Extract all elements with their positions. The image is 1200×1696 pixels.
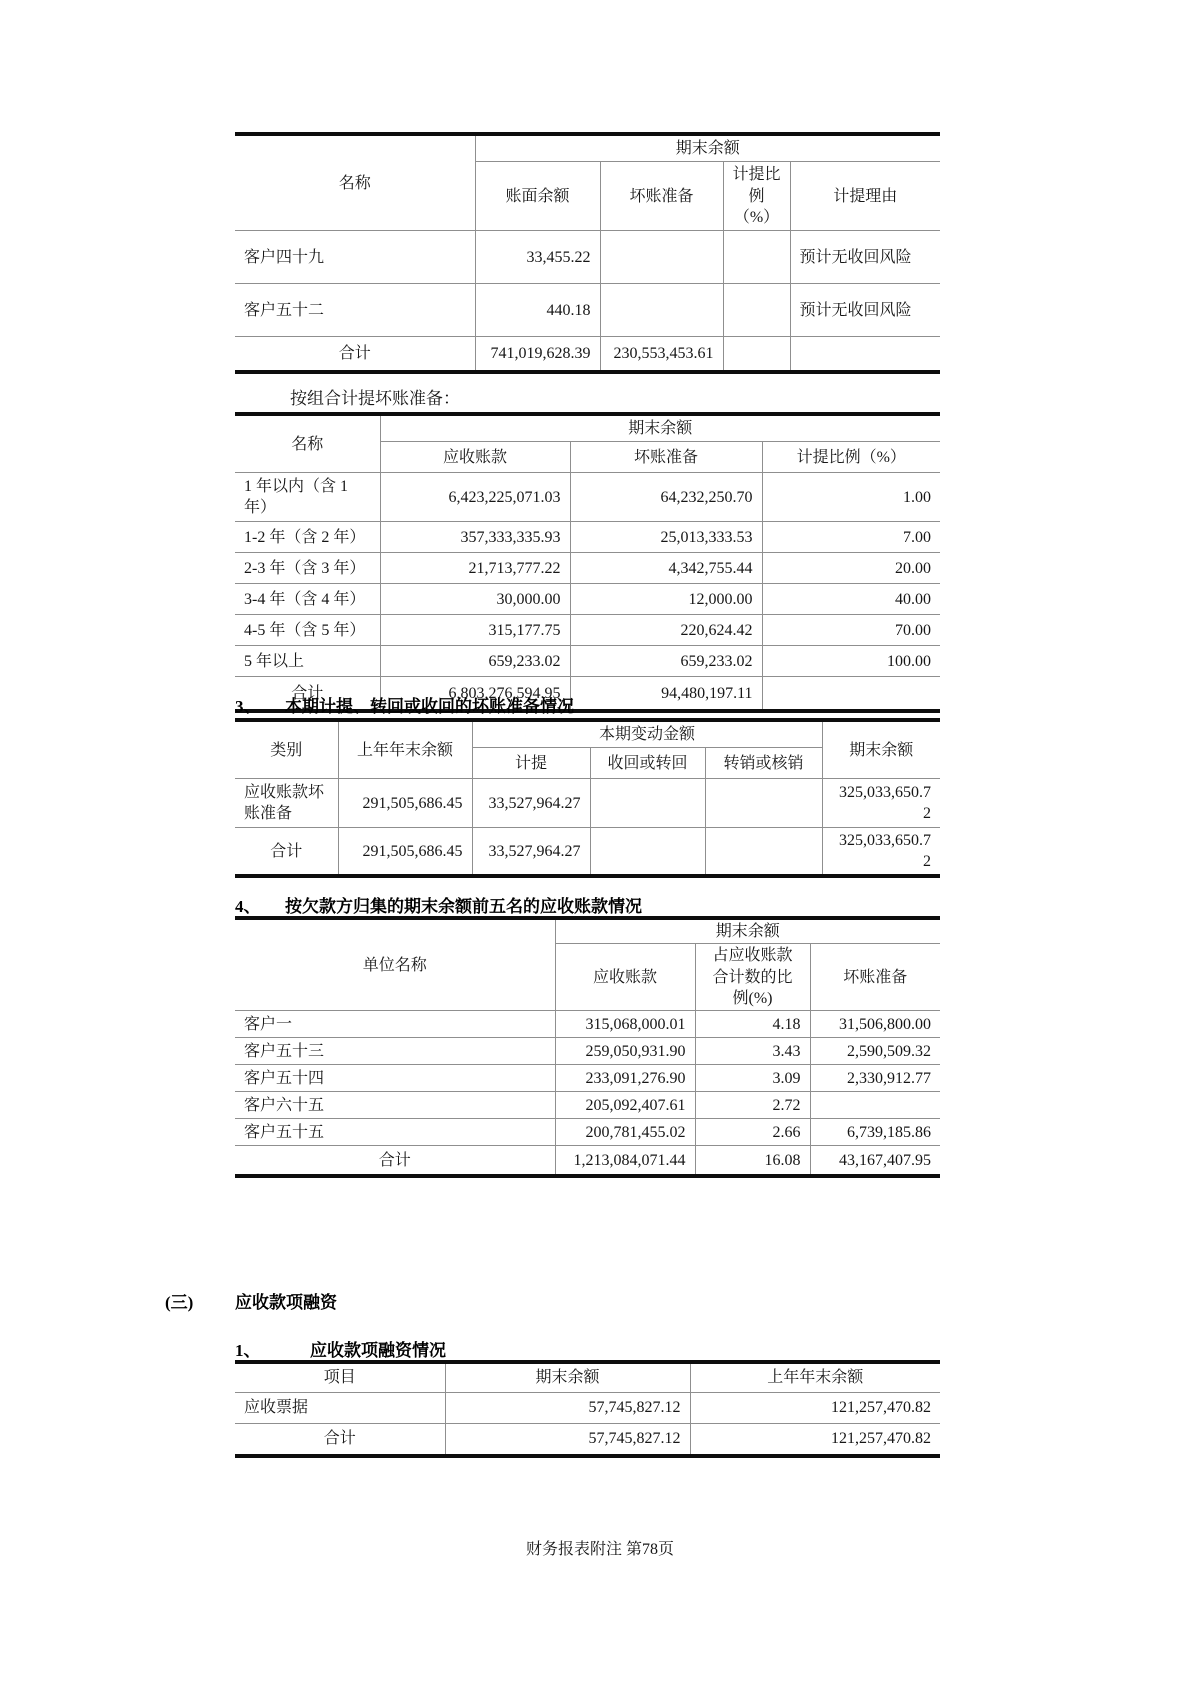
t4-header-period: 期末余额 xyxy=(555,918,940,944)
subsection-1-heading xyxy=(235,1336,446,1361)
t1-cell-customer: 客户四十九 xyxy=(235,231,475,284)
t4-cell-bad: 31,506,800.00 xyxy=(810,1011,940,1038)
t1-cell-customer: 客户五十二 xyxy=(235,284,475,337)
table-header-row xyxy=(235,918,940,944)
section-4-number: 4、 xyxy=(235,897,261,916)
table-row xyxy=(235,553,940,584)
t4-cell-customer: 客户六十五 xyxy=(235,1092,555,1119)
t4-cell-ratio: 2.66 xyxy=(695,1119,810,1146)
t4-header-bad: 坏账准备 xyxy=(810,944,940,1011)
t1-total-reason xyxy=(790,337,940,373)
t3-total-prev: 291,505,686.45 xyxy=(338,828,472,877)
t2-cell-bad: 659,233.02 xyxy=(570,646,762,677)
t1-total-label: 合计 xyxy=(235,337,475,373)
t3-cell-category: 应收账款坏账准备 xyxy=(235,779,338,828)
provision-change-table xyxy=(235,718,940,878)
table-row xyxy=(235,584,940,615)
t5-total-end: 57,745,827.12 xyxy=(445,1424,690,1457)
t3-header-writeoff: 转销或核销 xyxy=(705,748,822,779)
table-header-row xyxy=(235,1362,940,1393)
receivables-financing-table xyxy=(235,1360,940,1458)
t2-header-ar: 应收账款 xyxy=(380,442,570,473)
table-header-row xyxy=(235,414,940,442)
t2-cell-ar: 357,333,335.93 xyxy=(380,522,570,553)
t2-cell-bad: 220,624.42 xyxy=(570,615,762,646)
t4-total-ratio: 16.08 xyxy=(695,1146,810,1177)
page-footer: 财务报表附注 第78页 xyxy=(525,1541,674,1558)
portfolio-provision-table xyxy=(235,412,940,713)
t4-cell-bad xyxy=(810,1092,940,1119)
t2-cell-bad: 4,342,755.44 xyxy=(570,553,762,584)
t5-cell-end: 57,745,827.12 xyxy=(445,1393,690,1424)
bad-debt-individual-table xyxy=(235,132,940,374)
t2-cell-ratio: 70.00 xyxy=(762,615,940,646)
t1-header-reason: 计提理由 xyxy=(790,162,940,231)
t2-cell-ratio: 20.00 xyxy=(762,553,940,584)
t3-total-recover xyxy=(590,828,705,877)
section-iii-title: 应收款项融资 xyxy=(235,1293,337,1312)
table-total-row xyxy=(235,1424,940,1457)
t4-cell-bad: 6,739,185.86 xyxy=(810,1119,940,1146)
section-iii-number: (三) xyxy=(165,1293,194,1312)
t3-cell-accrual: 33,527,964.27 xyxy=(472,779,590,828)
table-row xyxy=(235,1393,940,1424)
t2-cell-ar: 30,000.00 xyxy=(380,584,570,615)
table-row xyxy=(235,615,940,646)
t4-cell-ar: 315,068,000.01 xyxy=(555,1011,695,1038)
section-3-title: 本期计提、转回或收回的坏账准备情况 xyxy=(285,697,574,716)
t1-header-name: 名称 xyxy=(235,134,475,231)
t2-cell-ratio: 100.00 xyxy=(762,646,940,677)
table-row xyxy=(235,646,940,677)
subsection-1-title: 应收款项融资情况 xyxy=(310,1341,446,1360)
t1-total-ratio xyxy=(723,337,790,373)
t1-cell-book: 33,455.22 xyxy=(475,231,600,284)
table-row xyxy=(235,1011,940,1038)
t2-cell-bad: 12,000.00 xyxy=(570,584,762,615)
t3-cell-prev: 291,505,686.45 xyxy=(338,779,472,828)
t3-header-change: 本期变动金额 xyxy=(472,720,822,748)
t2-cell-aging: 4-5 年（含 5 年） xyxy=(235,615,380,646)
subsection-1-number: 1、 xyxy=(235,1341,261,1360)
t2-header-bad: 坏账准备 xyxy=(570,442,762,473)
t4-header-ratio: 占应收账款合计数的比例(%) xyxy=(695,944,810,1011)
table-header-row xyxy=(235,134,940,162)
table-total-row xyxy=(235,337,940,373)
table-row xyxy=(235,284,940,337)
t2-cell-aging: 1 年以内（含 1 年） xyxy=(235,473,380,522)
t3-total-label: 合计 xyxy=(235,828,338,877)
t1-cell-book: 440.18 xyxy=(475,284,600,337)
t2-cell-ar: 6,423,225,071.03 xyxy=(380,473,570,522)
t1-cell-ratio xyxy=(723,231,790,284)
t1-total-bad: 230,553,453.61 xyxy=(600,337,723,373)
section-4-heading xyxy=(235,892,642,917)
section-4-title: 按欠款方归集的期末余额前五名的应收账款情况 xyxy=(285,897,642,916)
table-row xyxy=(235,473,940,522)
t4-cell-customer: 客户五十五 xyxy=(235,1119,555,1146)
t2-header-period: 期末余额 xyxy=(380,414,940,442)
t2-cell-ar: 659,233.02 xyxy=(380,646,570,677)
t2-cell-aging: 5 年以上 xyxy=(235,646,380,677)
t4-cell-ratio: 2.72 xyxy=(695,1092,810,1119)
t4-cell-ar: 259,050,931.90 xyxy=(555,1038,695,1065)
t1-header-book: 账面余额 xyxy=(475,162,600,231)
table-total-row xyxy=(235,828,940,877)
table-row xyxy=(235,1119,940,1146)
t2-cell-bad: 64,232,250.70 xyxy=(570,473,762,522)
t5-header-prev: 上年年末余额 xyxy=(690,1362,940,1393)
table-row xyxy=(235,231,940,284)
table-row xyxy=(235,1065,940,1092)
table-row xyxy=(235,779,940,828)
t3-header-category: 类别 xyxy=(235,720,338,779)
t1-cell-bad xyxy=(600,284,723,337)
t2-cell-ar: 315,177.75 xyxy=(380,615,570,646)
t1-cell-reason: 预计无收回风险 xyxy=(790,284,940,337)
t5-total-label: 合计 xyxy=(235,1424,445,1457)
t1-cell-bad xyxy=(600,231,723,284)
t4-total-bad: 43,167,407.95 xyxy=(810,1146,940,1177)
t2-total-ar: 6,803,276,594.95 xyxy=(380,677,570,712)
t1-header-bad: 坏账准备 xyxy=(600,162,723,231)
t4-total-label: 合计 xyxy=(235,1146,555,1177)
t3-total-writeoff xyxy=(705,828,822,877)
t4-total-ar: 1,213,084,071.44 xyxy=(555,1146,695,1177)
t4-cell-ar: 233,091,276.90 xyxy=(555,1065,695,1092)
t2-cell-ratio: 7.00 xyxy=(762,522,940,553)
t5-header-end: 期末余额 xyxy=(445,1362,690,1393)
section-iii-heading xyxy=(165,1288,337,1313)
table-total-row xyxy=(235,1146,940,1177)
t1-cell-reason: 预计无收回风险 xyxy=(790,231,940,284)
t5-total-prev: 121,257,470.82 xyxy=(690,1424,940,1457)
t1-total-book: 741,019,628.39 xyxy=(475,337,600,373)
t3-total-end: 325,033,650.72 xyxy=(822,828,940,877)
t3-header-accrual: 计提 xyxy=(472,748,590,779)
t3-total-accrual: 33,527,964.27 xyxy=(472,828,590,877)
t4-header-name: 单位名称 xyxy=(235,918,555,1011)
t2-cell-aging: 2-3 年（含 3 年） xyxy=(235,553,380,584)
t2-header-ratio: 计提比例（%） xyxy=(762,442,940,473)
section-3-number: 3、 xyxy=(235,697,261,716)
portfolio-provision-caption: 按组合计提坏账准备： xyxy=(290,389,460,408)
table-row xyxy=(235,1092,940,1119)
t4-cell-ratio: 3.43 xyxy=(695,1038,810,1065)
t4-cell-ar: 205,092,407.61 xyxy=(555,1092,695,1119)
t3-cell-writeoff xyxy=(705,779,822,828)
t4-cell-ratio: 3.09 xyxy=(695,1065,810,1092)
t5-cell-item: 应收票据 xyxy=(235,1393,445,1424)
table-header-row xyxy=(235,720,940,748)
t2-cell-bad: 25,013,333.53 xyxy=(570,522,762,553)
t1-header-ratio: 计提比例（%） xyxy=(723,162,790,231)
top5-receivables-table xyxy=(235,916,940,1178)
t5-cell-prev: 121,257,470.82 xyxy=(690,1393,940,1424)
t3-cell-end: 325,033,650.72 xyxy=(822,779,940,828)
t3-header-prev: 上年年末余额 xyxy=(338,720,472,779)
t4-cell-ratio: 4.18 xyxy=(695,1011,810,1038)
t1-cell-ratio xyxy=(723,284,790,337)
t4-cell-ar: 200,781,455.02 xyxy=(555,1119,695,1146)
t4-cell-customer: 客户五十四 xyxy=(235,1065,555,1092)
t1-header-period: 期末余额 xyxy=(475,134,940,162)
table-row xyxy=(235,522,940,553)
t2-cell-ratio: 1.00 xyxy=(762,473,940,522)
section-iv-heading xyxy=(165,1494,235,1514)
t2-cell-aging: 3-4 年（含 4 年） xyxy=(235,584,380,615)
t5-header-item: 项目 xyxy=(235,1362,445,1393)
t2-cell-ar: 21,713,777.22 xyxy=(380,553,570,584)
t4-cell-customer: 客户一 xyxy=(235,1011,555,1038)
t2-header-name: 名称 xyxy=(235,414,380,473)
t3-cell-recover xyxy=(590,779,705,828)
t4-cell-bad: 2,590,509.32 xyxy=(810,1038,940,1065)
t4-cell-bad: 2,330,912.77 xyxy=(810,1065,940,1092)
table-row xyxy=(235,1038,940,1065)
t2-total-ratio xyxy=(762,677,940,712)
t2-cell-aging: 1-2 年（含 2 年） xyxy=(235,522,380,553)
section-3-heading xyxy=(235,692,574,717)
t2-total-bad: 94,480,197.11 xyxy=(570,677,762,712)
t2-total-label: 合计 xyxy=(235,677,380,712)
t3-header-recover: 收回或转回 xyxy=(590,748,705,779)
t3-header-end: 期末余额 xyxy=(822,720,940,779)
t4-cell-customer: 客户五十三 xyxy=(235,1038,555,1065)
t2-cell-ratio: 40.00 xyxy=(762,584,940,615)
t4-header-ar: 应收账款 xyxy=(555,944,695,1011)
